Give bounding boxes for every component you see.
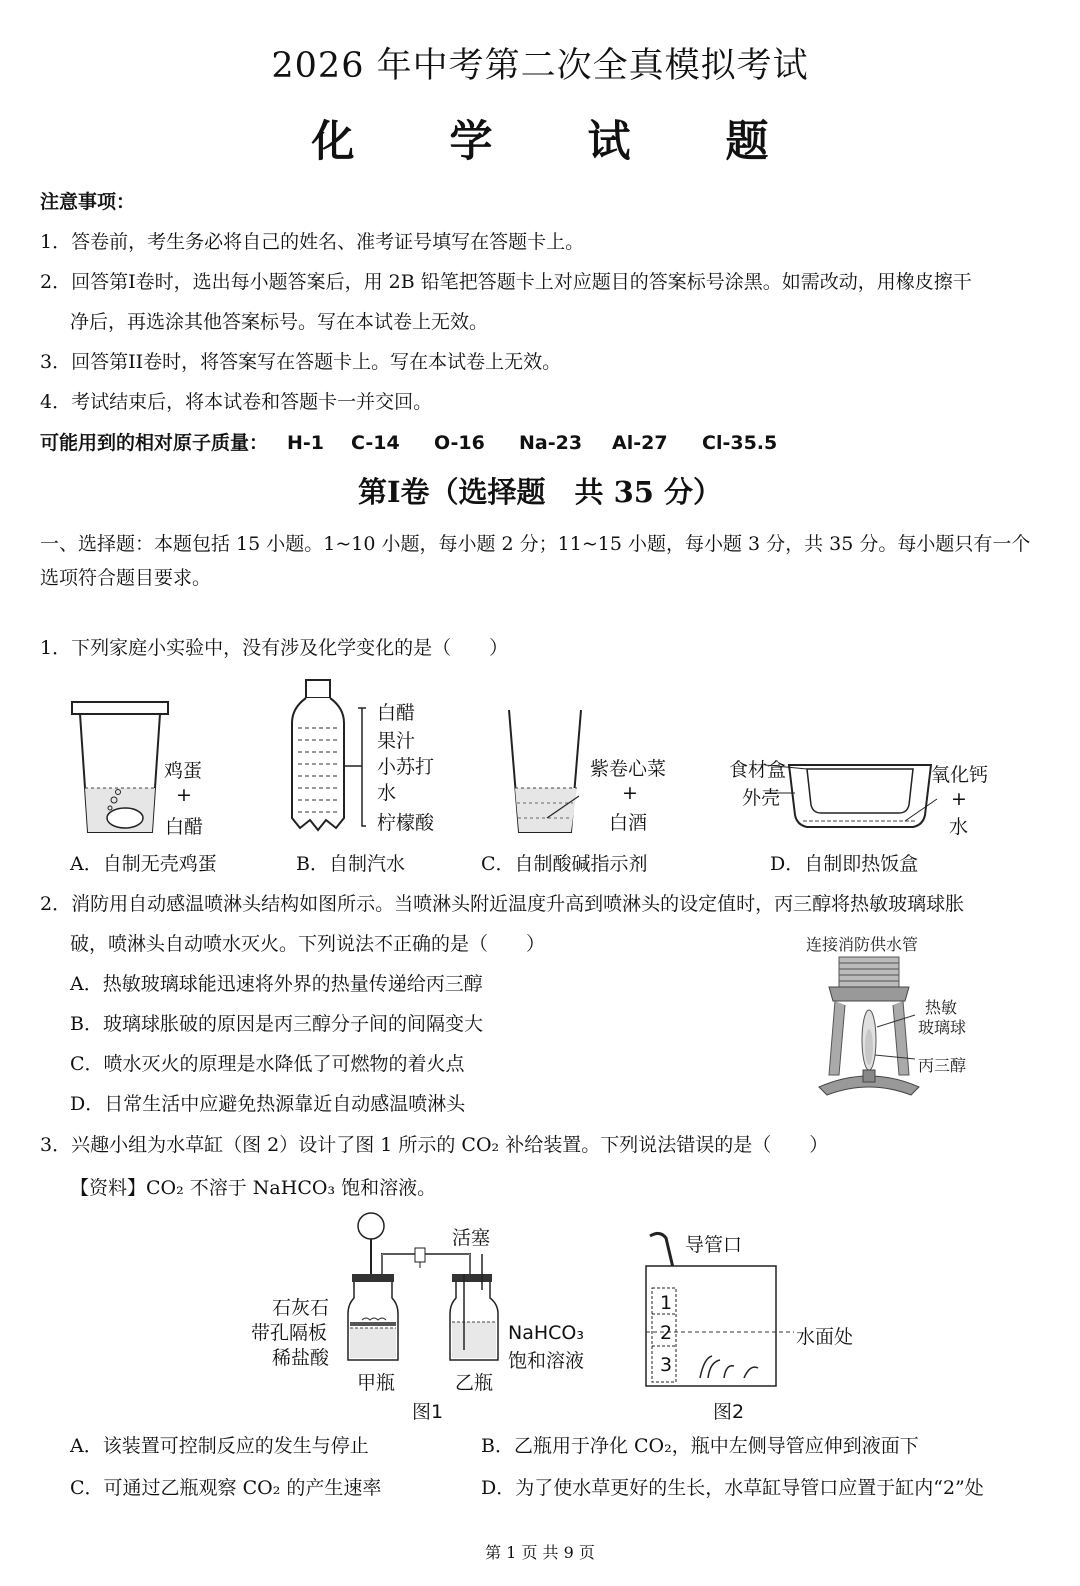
q1-figure-a: [70, 700, 170, 840]
q1-fig-a-label-plus: +: [176, 784, 192, 806]
q3-option-c: C．可通过乙瓶观察 CO₂ 的产生速率: [70, 1477, 382, 1499]
q2-fig-label-pipe: 连接消防供水管: [806, 935, 919, 954]
exam-title: 2026 年中考第二次全真模拟考试: [271, 46, 809, 86]
atomic-mass-h: H-1: [287, 432, 325, 454]
atomic-mass-al: Al-27: [612, 432, 668, 454]
q3-fig1-label-saturated: 饱和溶液: [508, 1350, 585, 1372]
atomic-mass-c: C-14: [351, 432, 400, 454]
q3-fig2-caption: 图2: [713, 1401, 745, 1423]
atomic-mass-cl: Cl-35.5: [702, 432, 778, 454]
q1-fig-d-label-water: 水: [949, 816, 969, 838]
q3-fig2-label-surface: 水面处: [796, 1326, 854, 1348]
q3-fig1-label-bottle-b: 乙瓶: [455, 1372, 494, 1394]
q3-fig1-label-plate: 带孔隔板: [251, 1322, 328, 1344]
q1-fig-b-label-juice: 果汁: [377, 730, 416, 752]
q2-option-a: A．热敏玻璃球能迅速将外界的热量传递给丙三醇: [70, 973, 483, 995]
q1-fig-a-label-vinegar: 白醋: [165, 816, 204, 838]
notice-item-4: 4．考试结束后，将本试卷和答题卡一并交回。: [40, 391, 433, 413]
q2-option-b: B．玻璃球胀破的原因是丙三醇分子间的间隔变大: [70, 1013, 483, 1035]
q3-fig2-label-2: 2: [660, 1322, 673, 1344]
q1-fig-d-label-cao: 氧化钙: [931, 764, 989, 786]
q3-fig1-caption: 图1: [412, 1401, 444, 1423]
atomic-mass-o: O-16: [434, 432, 485, 454]
q3-option-a: A．该装置可控制反应的发生与停止: [70, 1435, 369, 1457]
q3-option-b: B．乙瓶用于净化 CO₂，瓶中左侧导管应伸到液面下: [481, 1435, 919, 1457]
notice-item-2-cont: 净后，再选涂其他答案标号。写在本试卷上无效。: [70, 311, 489, 333]
q2-stem-2: 破，喷淋头自动喷水灭火。下列说法不正确的是（ ）: [70, 933, 546, 955]
q1-option-b: B．自制汽水: [296, 853, 405, 875]
q2-option-d: D．日常生活中应避免热源靠近自动感温喷淋头: [70, 1093, 466, 1115]
q3-fig2-label-3: 3: [660, 1354, 673, 1376]
q1-fig-c-label-plus: +: [622, 782, 638, 804]
q1-fig-b-label-vinegar: 白醋: [377, 702, 416, 724]
section-intro-2: 选项符合题目要求。: [40, 567, 212, 589]
q3-fig1-label-nahco3: NaHCO₃: [508, 1322, 584, 1344]
q3-fig1-label-limestone: 石灰石: [272, 1297, 330, 1319]
subject-title: 化 学 试 题: [311, 117, 809, 167]
q2-stem-1: 2．消防用自动感温喷淋头结构如图所示。当喷淋头附近温度升高到喷淋头的设定值时，丙三醇将热敏玻璃球胀: [40, 893, 965, 915]
section-title: 第I卷（选择题 共 35 分）: [357, 475, 723, 509]
notice-heading: 注意事项：: [40, 191, 136, 213]
q1-fig-b-label-citric: 柠檬酸: [377, 812, 435, 834]
q1-stem: 1．下列家庭小实验中，没有涉及化学变化的是（ ）: [40, 637, 509, 659]
q2-fig-label-glycerol: 丙三醇: [918, 1056, 967, 1075]
q1-option-a: A．自制无壳鸡蛋: [70, 853, 217, 875]
q1-fig-b-label-water: 水: [377, 782, 397, 804]
q2-fig-label-heat: 热敏: [925, 998, 958, 1017]
q3-option-d: D．为了使水草更好的生长，水草缸导管口应置于缸内“2”处: [481, 1477, 984, 1499]
q3-fig1-label-bottle-a: 甲瓶: [357, 1372, 396, 1394]
q1-figure-d: [785, 755, 935, 840]
q2-fig-label-glass: 玻璃球: [918, 1018, 967, 1037]
q3-fig2-label-1: 1: [660, 1292, 673, 1314]
q1-fig-d-label-plus: +: [951, 788, 967, 810]
q3-fig1-label-stopcock: 活塞: [452, 1227, 491, 1249]
q1-fig-c-label-cabbage: 紫卷心菜: [590, 758, 667, 780]
q1-option-d: D．自制即热饭盒: [770, 853, 919, 875]
q1-figure-c: [507, 708, 587, 836]
notice-item-3: 3．回答第II卷时，将答案写在答题卡上。写在本试卷上无效。: [40, 351, 562, 373]
q1-fig-c-label-liquor: 白酒: [609, 812, 648, 834]
q1-fig-a-label-egg: 鸡蛋: [164, 760, 203, 782]
atomic-mass-na: Na-23: [519, 432, 583, 454]
q1-option-c: C．自制酸碱指示剂: [481, 853, 648, 875]
notice-item-2: 2．回答第I卷时，选出每小题答案后，用 2B 铅笔把答题卡上对应题目的答案标号涂黑。如需改动，用橡皮擦干: [40, 271, 972, 293]
q1-fig-d-label-box: 食材盒: [729, 759, 787, 781]
page-footer: 第 1 页 共 9 页: [485, 1543, 595, 1562]
atomic-mass-label: 可能用到的相对原子质量：: [40, 432, 269, 454]
q1-figure-b: [290, 678, 380, 838]
q3-stem: 3．兴趣小组为水草缸（图 2）设计了图 1 所示的 CO₂ 补给装置。下列说法错误的是（ ）: [40, 1134, 829, 1156]
q1-fig-d-label-shell: 外壳: [742, 787, 781, 809]
q3-fig1-label-hcl: 稀盐酸: [272, 1347, 330, 1369]
notice-item-1: 1．答卷前，考生务必将自己的姓名、准考证号填写在答题卡上。: [40, 231, 585, 253]
q3-fig2-label-outlet: 导管口: [685, 1234, 743, 1256]
section-intro-1: 一、选择题：本题包括 15 小题。1~10 小题，每小题 2 分；11~15 小题，每小题 3 分，共 35 分。每小题只有一个: [40, 533, 1031, 555]
q1-fig-b-label-soda: 小苏打: [377, 756, 435, 778]
q3-info: 【资料】CO₂ 不溶于 NaHCO₃ 饱和溶液。: [70, 1177, 437, 1199]
q2-option-c: C．喷水灭火的原理是水降低了可燃物的着火点: [70, 1053, 465, 1075]
